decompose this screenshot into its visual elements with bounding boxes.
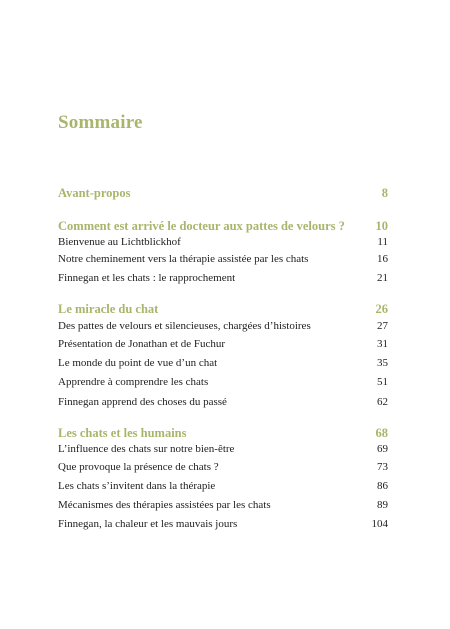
toc-section-row [58,302,388,322]
toc-entry-row [58,376,388,396]
toc-entry-title: Des pattes de velours et silencieuses, chargées d’histoires [58,320,311,332]
toc-page-number: 104 [371,518,388,530]
toc-page-number: 89 [377,499,388,511]
toc-page-number: 73 [377,461,388,473]
toc-page-number: 27 [377,320,388,332]
toc-entry-row [58,253,388,273]
toc-page-number: 31 [377,338,388,350]
toc-entry-title: Finnegan apprend des choses du passé [58,396,227,408]
toc-page-number: 26 [375,302,388,316]
toc-page-number: 62 [377,396,388,408]
table-of-contents [58,0,388,629]
toc-entry-title: Finnegan, la chaleur et les mauvais jours [58,518,238,530]
toc-entry-title: Que provoque la présence de chats ? [58,461,219,473]
toc-page-number: 35 [377,357,388,369]
toc-page-number: 11 [377,236,388,248]
toc-page-number: 16 [377,253,388,265]
toc-entry-title: Présentation de Jonathan et de Fuchur [58,338,226,350]
toc-entry-row [58,338,388,358]
toc-entry-row [58,272,388,292]
toc-page-number: 68 [375,426,388,440]
toc-page-number: 51 [377,376,388,388]
toc-page-number: 10 [375,219,388,233]
toc-entry-row [58,320,388,340]
toc-section-title: Les chats et les humains [58,426,187,440]
toc-entry-title: Mécanismes des thérapies assistées par les chats [58,499,271,511]
toc-page-number: 21 [377,272,388,284]
page-title: Sommaire [58,112,143,133]
toc-entry-row [58,396,388,416]
toc-page-number: 8 [381,186,388,200]
toc-entry-title: Le monde du point de vue d’un chat [58,357,218,369]
toc-entry-row [58,499,388,519]
toc-entry-title: Bienvenue au Lichtblickhof [58,236,181,248]
toc-entry-title: Apprendre à comprendre les chats [58,376,209,388]
toc-entry-title: Finnegan et les chats : le rapprochement [58,272,236,284]
toc-entry-row [58,357,388,377]
toc-entry-row [58,443,388,463]
toc-entry-row [58,480,388,500]
toc-section-title: Avant-propos [58,186,131,200]
toc-page-number: 69 [377,443,388,455]
toc-entry-row [58,461,388,481]
toc-section-row [58,186,388,206]
toc-entry-title: Les chats s’invitent dans la thérapie [58,480,216,492]
toc-entry-title: L’influence des chats sur notre bien-être [58,443,235,455]
toc-section-title: Comment est arrivé le docteur aux pattes de velours ? [58,219,345,233]
toc-page-number: 86 [377,480,388,492]
toc-entry-row [58,518,388,538]
toc-section-title: Le miracle du chat [58,302,159,316]
toc-entry-title: Notre cheminement vers la thérapie assistée par les chats [58,253,309,265]
